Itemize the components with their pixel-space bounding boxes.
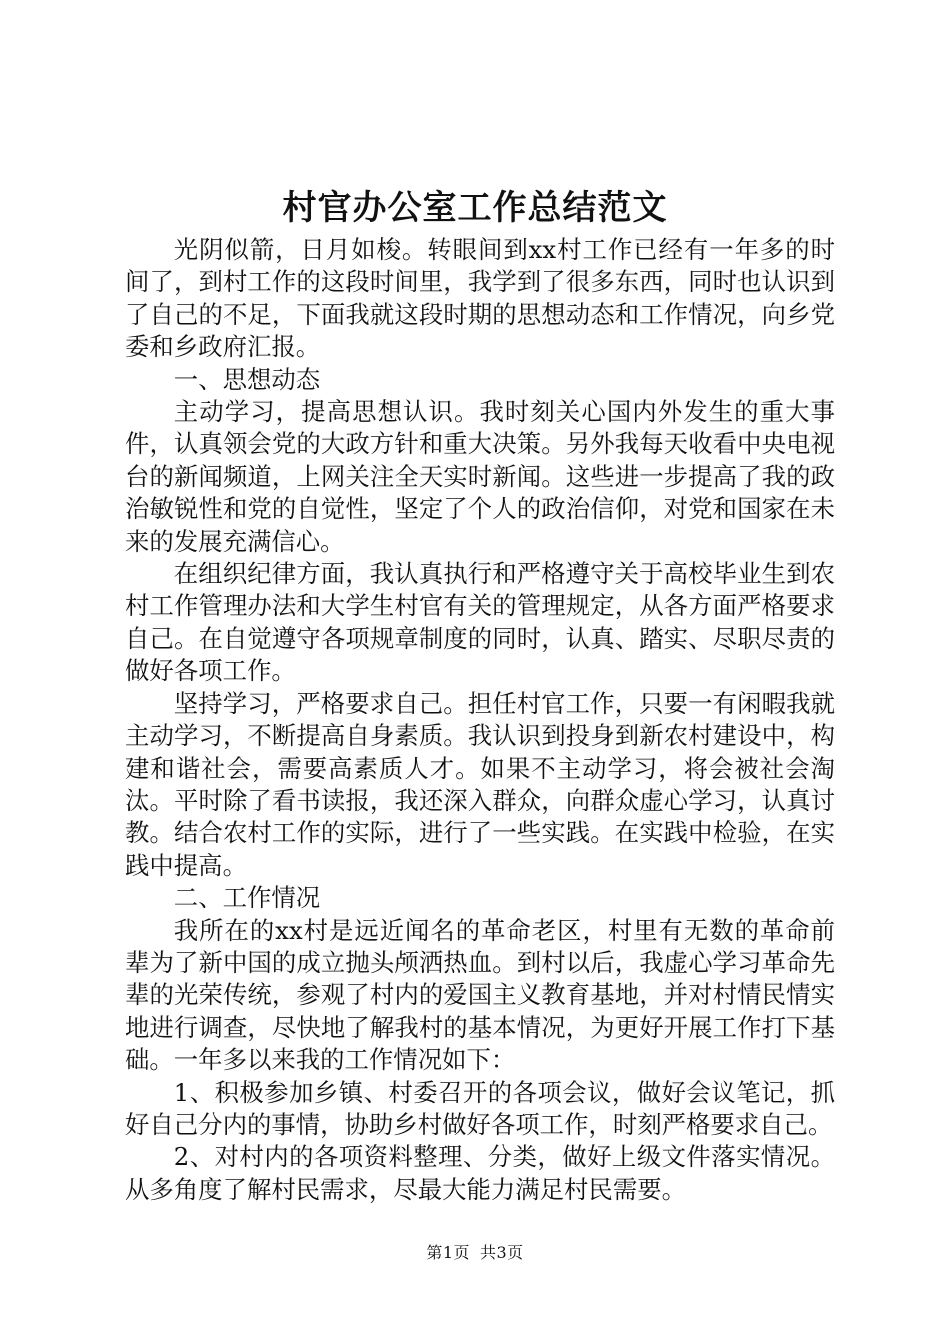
list-item-documents: 2、对村内的各项资料整理、分类，做好上级文件落实情况。从多角度了解村民需求，尽最大能力满足村民需要。	[125, 1142, 835, 1204]
page-number: 第1页	[426, 1243, 470, 1262]
section-heading-work: 二、工作情况	[173, 883, 321, 913]
list-item-meetings: 1、积极参加乡镇、村委召开的各项会议，做好会议笔记，抓好自己分内的事情，协助乡村做好各项工作，时刻严格要求自己。	[125, 1077, 835, 1139]
document-title: 村官办公室工作总结范文	[282, 188, 668, 228]
paragraph-village: 我所在的xx村是远近闻名的革命老区，村里有无数的革命前辈为了新中国的成立抛头颅洒热血。到村以后，我虚心学习革命先辈的光荣传统，参观了村内的爱国主义教育基地，并对村情民情实地进行调查，尽快地了解我村的基本情况，为更好开展工作打下基础。一年多以来我的工作情况如下：	[125, 915, 835, 1075]
paragraph-intro: 光阴似箭，日月如梭。转眼间到xx村工作已经有一年多的时间了，到村工作的这段时间里，我学到了很多东西，同时也认识到了自己的不足，下面我就这段时期的思想动态和工作情况，向乡党委和乡政府汇报。	[125, 235, 835, 362]
section-heading-thoughts: 一、思想动态	[173, 364, 321, 394]
paragraph-discipline: 在组织纪律方面，我认真执行和严格遵守关于高校毕业生到农村工作管理办法和大学生村官有关的管理规定，从各方面严格要求自己。在自觉遵守各项规章制度的同时，认真、踏实、尽职尽责的做好各项工作。	[125, 559, 835, 686]
page-total: 共3页	[480, 1243, 524, 1262]
page-footer	[0, 1242, 950, 1264]
paragraph-study: 主动学习，提高思想认识。我时刻关心国内外发生的重大事件，认真领会党的大政方针和重大决策。另外我每天收看中央电视台的新闻频道，上网关注全天实时新闻。这些进一步提高了我的政治敏锐性和党的自觉性，坚定了个人的政治信仰，对党和国家在未来的发展充满信心。	[125, 397, 835, 556]
paragraph-self-requirement: 坚持学习，严格要求自己。担任村官工作，只要一有闲暇我就主动学习，不断提高自身素质。我认识到投身到新农村建设中，构建和谐社会，需要高素质人才。如果不主动学习，将会被社会淘汰。平时除了看书读报，我还深入群众，向群众虚心学习，认真讨教。结合农村工作的实际，进行了一些实践。在实践中检验，在实践中提高。	[125, 688, 835, 880]
document-body	[125, 234, 835, 1206]
